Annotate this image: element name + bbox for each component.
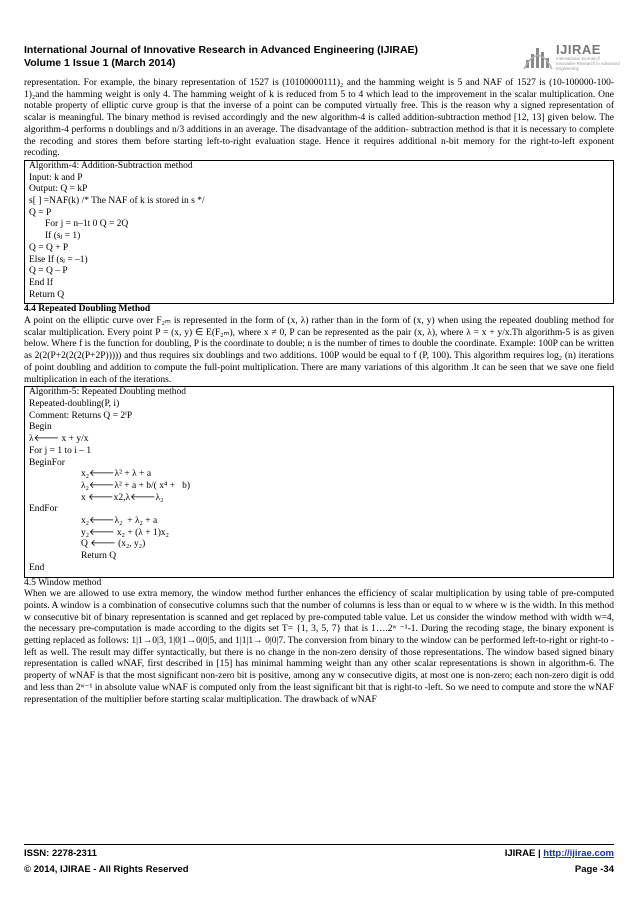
- paragraph-naf: representation. For example, the binary representation of 1527 is (10100000111)₂ and the hamming weight is 5 and NAF of 1527 is (10-100000-100-1)₂and the hamming weight is only 4. The hamming weight of k is reduced from 5 to 4 which lead to the improvement in the scalar multiplication. One notable property of elliptic curve group is that the inverse of a point can be computed virtually free. This is the reason why a signed representation of scalar is meaningful. The binary method is revised accordingly and the new algorithm-4 is called addition-subtraction method [12, 13] given below. The algorithm-4 performs n doublings and n/3 additions in an average. The disadvantage of the addition- subtraction method is that it is necessary to complete the recoding and stores them before starting left-to-right evaluation stage. Hence it requires additional n-bit memory for the right-to-left exponent recoding.: [24, 78, 614, 159]
- section-heading-4-4: 4.4 Repeated Doubling Method: [24, 304, 151, 315]
- algo-line: BeginFor: [29, 457, 65, 468]
- algo-line: For j = 1 to i – 1: [29, 445, 92, 456]
- algo-line: x₂🡐λ₂ + λ₂ + a: [81, 516, 158, 527]
- algo-line: Input: k and P: [29, 172, 83, 183]
- algo-line: λ🡐 x + y/x: [29, 434, 89, 445]
- footer-journal-link: [505, 848, 614, 860]
- journal-logo: [522, 40, 622, 74]
- footer-page-number: Page -34: [574, 864, 614, 875]
- algo-line: Else If (sⱼ = –1): [29, 254, 88, 265]
- algo-line: EndFor: [29, 504, 58, 515]
- journal-volume: Volume 1 Issue 1 (March 2014): [24, 57, 176, 69]
- algo-line: s[ ] =NAF(k) /* The NAF of k is stored in s */: [29, 196, 205, 207]
- algo-line: Comment: Returns Q = 2ⁱP: [29, 410, 133, 421]
- journal-header: [24, 44, 504, 70]
- logo-name: IJIRAE: [556, 42, 601, 57]
- paragraph-repeated-doubling: A point on the elliptic curve over F₂ₘ is represented in the form of (x, λ) rather than in the form of (x, y) when using the repeated doubling method for scalar multiplication. Every point P = (x, y) ∈ E(F₂ₘ), where x ≠ 0, P can be represented as the pair (x, λ), where λ = x + y/x.Th algorithm-5 is as given below. Where f is the function for doubling, P is the coordinate to double; n is the number of times to double the coordinate. Example: 100P can be written as 2(2(P+2(2(2(P+2P))))) and thus requires six doublings and two additions. 100P would be equal to f (P, 100). This algorithm requires log₂ (n) iterations of point doubling and addition to compute the full-point multiplication. There are many variations of this algorithm .It can be seen that we save one field multiplication in each of the iterations.: [24, 316, 614, 385]
- algo-line: x 🡐x2,λ🡐λ₂: [81, 492, 164, 503]
- logo-mark-icon: [522, 40, 554, 72]
- algo-line: λ₂🡐λ² + a + b/( x⁴ + b): [81, 480, 191, 491]
- paragraph-window-method: When we are allowed to use extra memory, the window method further enhances the efficiency of scalar multiplication by using table of pre-computed points. A window is a combination of consecutive columns such that the number of columns is less than or equal to w where w is the width. In this method w consecutive bit of binary representation is scanned and get replaced by pre-computed table value. Let us consider the window method with width w=4, the necessary pre-computation is made according to the digits set T= {1, 3, 5, 7} that is 1….2ʷ ⁻¹-1. During the recoding stage, the binary exponent is getting replaced as follows: 1|1→0|3, 1|0|1→0|0|5, and 1|1|1→ 0|0|7. The conversion from binary to the window can be performed left-to-right or right-to -left as well. The result may differ syntactically, but there is no change in the non-zero density of those representations. The window based signed binary representation is called wNAF, first described in [15] has minimal hamming weight than any other scalar representations is shown in algorithm-6. The property of wNAF is that the most significant non-zero bit is positive, among any w consecutive digits, at most one is non-zero; each non-zero digit is odd and less than 2ʷ⁻¹ in absolute value wNAF is computed only from the least significant bit that is right-to -left. So we need to compute and store the wNAF representation of the multiplier before starting scalar multiplication. The drawback of wNAF: [24, 589, 614, 705]
- algo-line: y₂🡐 x₂ + (λ + 1)x₂: [81, 527, 169, 538]
- section-heading-4-5: 4.5 Window method: [24, 577, 102, 588]
- logo-tagline: International Journal of Innovative Research in Advanced Engineering: [556, 56, 620, 71]
- algo-line: Q 🡐 (x₂, y₂): [81, 539, 146, 550]
- footer-issn: ISSN: 2278-2311: [24, 848, 97, 859]
- algo-line: Q = P: [29, 207, 52, 218]
- article-body: [24, 78, 614, 706]
- journal-url-link[interactable]: http://ijirae.com: [543, 848, 614, 859]
- footer-copyright: © 2014, IJIRAE - All Rights Reserved: [24, 864, 189, 875]
- algo-line: x₂🡐λ² + λ + a: [81, 469, 152, 480]
- algo-line: For j = n–1t 0 Q = 2Q: [45, 219, 129, 230]
- algo-line: Q = Q – P: [29, 266, 68, 277]
- algo-line: Output: Q = kP: [29, 184, 88, 195]
- algo-line: Begin: [29, 422, 52, 433]
- footer-journal-label: IJIRAE |: [504, 848, 544, 859]
- journal-title: International Journal of Innovative Research in Advanced Engineering (IJIRAE): [24, 44, 419, 56]
- algorithm-4-box: [24, 160, 614, 304]
- algo-line: End: [29, 562, 45, 573]
- footer-divider: [24, 844, 614, 845]
- algo-line: Q = Q + P: [29, 242, 69, 253]
- algorithm-5-box: [24, 386, 614, 577]
- algo-line: Return Q: [29, 289, 65, 300]
- algo-line: Return Q: [81, 551, 117, 562]
- algo-line: Algorithm-5: Repeated Doubling method: [29, 387, 186, 398]
- algo-line: If (sⱼ = 1): [45, 231, 81, 242]
- algo-line: Algorithm-4: Addition-Subtraction method: [29, 160, 193, 171]
- algo-line: End If: [29, 277, 54, 288]
- algo-line: Repeated-doubling(P, i): [29, 398, 120, 409]
